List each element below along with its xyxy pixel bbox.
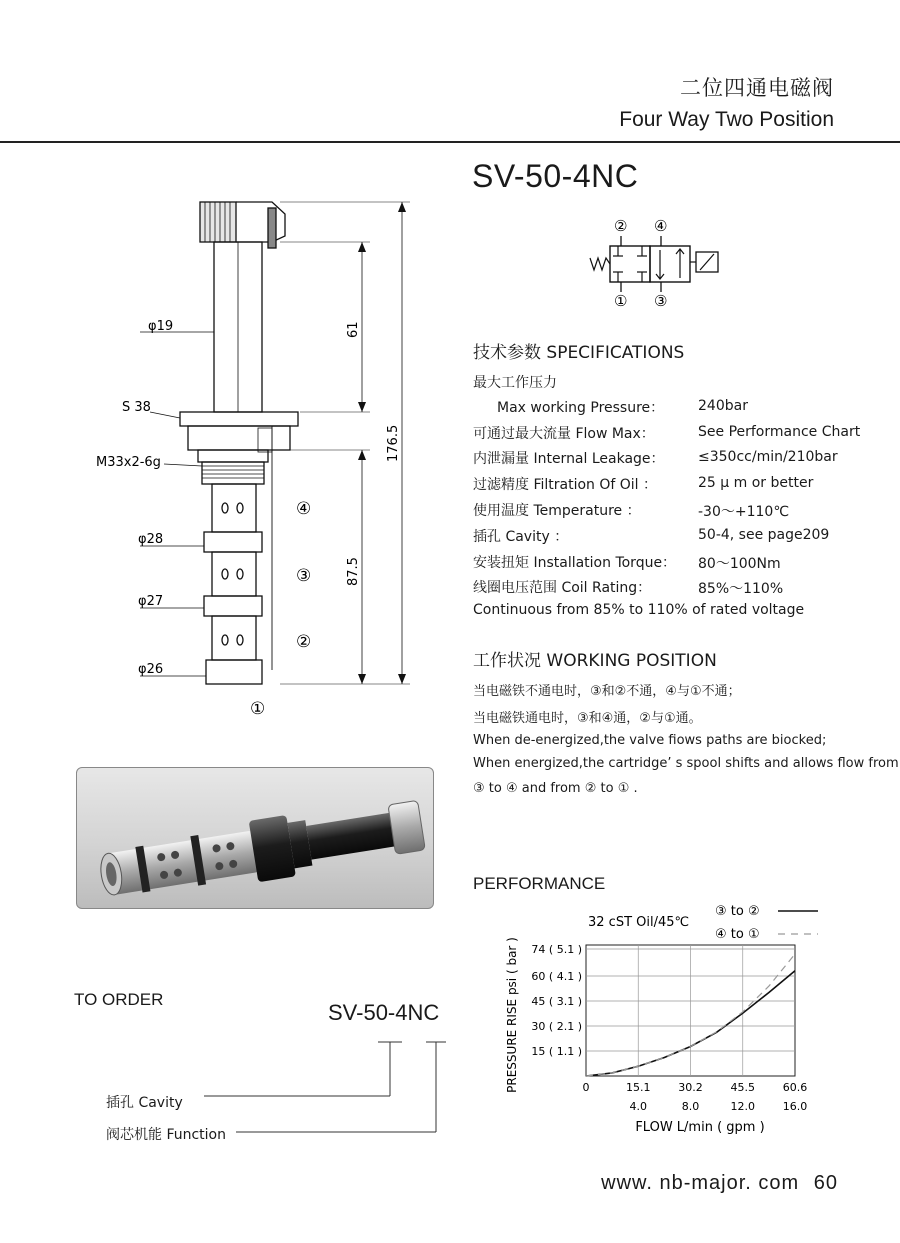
spec-row-label: 插孔 Cavity ： [473,529,569,545]
product-photo [76,767,434,909]
label-port3: ③ [296,566,312,586]
spec-row-label: 使用温度 Temperature ： [473,503,641,519]
spec-row-value: -30～+110℃ [698,504,790,520]
label-thread: M33x2-6g [96,455,161,470]
label-len175: 176.5 [386,424,401,462]
label-s38: S 38 [122,400,151,415]
spec-row-label: 线圈电压范围 Coil Rating： [473,580,652,596]
page-number: 60 [813,1172,838,1194]
chart-x-tick: 45.5 [730,1081,755,1094]
chart-y-tick: 30 ( 2.1 ) [531,1020,582,1033]
symbol-port-top-2: ④ [654,217,668,235]
spec-continuous: Continuous from 85% to 110% of rated voltage [473,602,805,618]
chart-title: PERFORMANCE [473,874,606,893]
spec-row-value: 85%～110% [698,581,784,597]
chart-x-tick: 0 [582,1081,590,1094]
spec-row-value: See Performance Chart [698,424,861,440]
model-number: SV-50-4NC [472,158,639,194]
label-port4: ④ [296,499,312,519]
to-order-cavity-label: 插孔 Cavity [106,1095,183,1111]
label-dia27: φ27 [138,594,164,609]
working-position-line: When energized,the cartridge’ s spool shifts and allows flow from [473,756,899,771]
chart-xlabel: FLOW L/min ( gpm ) [635,1120,765,1135]
chart-y-tick: 74 ( 5.1 ) [531,943,582,956]
hydraulic-symbol [580,212,740,312]
valve-drawing [80,190,440,720]
spec-max-pressure-cn: 最大工作压力 [473,375,557,391]
symbol-port-bottom-1: ① [614,292,628,310]
spec-max-pressure-value: 240bar [698,398,748,414]
spec-row-label: 过滤精度 Filtration Of Oil ： [473,477,658,493]
chart-legend-label: ③ to ② [715,904,760,919]
label-dia19: φ19 [148,319,174,334]
chart-legend-label: ④ to ① [715,927,760,942]
product-photo-illustration [77,768,433,908]
chart-x-tick-secondary: 4.0 [629,1100,647,1113]
footer-url: www. nb-major. com [601,1172,800,1194]
spec-row-label: 内泄漏量 Internal Leakage： [473,451,665,467]
to-order-function-label: 阀芯机能 Function [106,1127,226,1143]
symbol-port-top-1: ② [614,217,628,235]
chart-x-tick: 30.2 [678,1081,703,1094]
spec-row-value: 50-4, see page209 [698,527,830,543]
footer [601,1172,838,1195]
label-len87: 87.5 [346,557,361,586]
working-position-line: When de-energized,the valve fiows paths are biocked; [473,733,827,748]
header-rule [0,141,900,143]
chart-y-tick: 45 ( 3.1 ) [531,995,582,1008]
to-order-heading: TO ORDER [74,990,164,1009]
to-order-leaders [200,1036,450,1142]
chart-x-tick-secondary: 16.0 [782,1100,808,1113]
spec-row-label: 可通过最大流量 Flow Max： [473,426,655,442]
working-position-line: ③ to ④ and from ② to ① . [473,781,638,796]
chart-x-tick: 15.1 [626,1081,651,1094]
header-title-cn: 二位四通电磁阀 [680,76,834,100]
label-dia28: φ28 [138,532,164,547]
working-position-heading: 工作状况 WORKING POSITION [473,651,717,671]
spec-row-value: ≤350cc/min/210bar [698,449,838,465]
label-port1: ① [250,699,266,719]
spec-row-value: 80～100Nm [698,556,781,572]
spec-max-pressure-en: Max working Pressure： [497,400,665,416]
spec-row-value: 25 μ m or better [698,475,814,491]
specifications-heading: 技术参数 SPECIFICATIONS [473,343,685,363]
chart-subtitle: 32 cST Oil/45℃ [588,915,690,930]
working-position-line: 当电磁铁不通电时，③和②不通，④与①不通； [473,684,741,699]
label-len61: 61 [346,321,361,338]
chart-x-tick: 60.6 [782,1081,808,1094]
chart-ylabel: PRESSURE RISE psi ( bar ) [505,937,519,1093]
symbol-port-bottom-2: ③ [654,292,668,310]
chart-y-tick: 60 ( 4.1 ) [531,970,582,983]
chart-x-tick-secondary: 12.0 [730,1100,755,1113]
to-order-code: SV-50-4NC [328,1000,440,1025]
chart-x-tick-secondary: 8.0 [681,1100,700,1113]
header-title-en: Four Way Two Position [619,108,834,131]
label-dia26: φ26 [138,662,164,677]
label-port2: ② [296,632,312,652]
spec-row-label: 安装扭矩 Installation Torque： [473,555,677,571]
working-position-line: 当电磁铁通电时，③和④通，②与①通。 [473,711,702,726]
chart-y-tick: 15 ( 1.1 ) [531,1045,582,1058]
performance-chart [470,895,870,1145]
